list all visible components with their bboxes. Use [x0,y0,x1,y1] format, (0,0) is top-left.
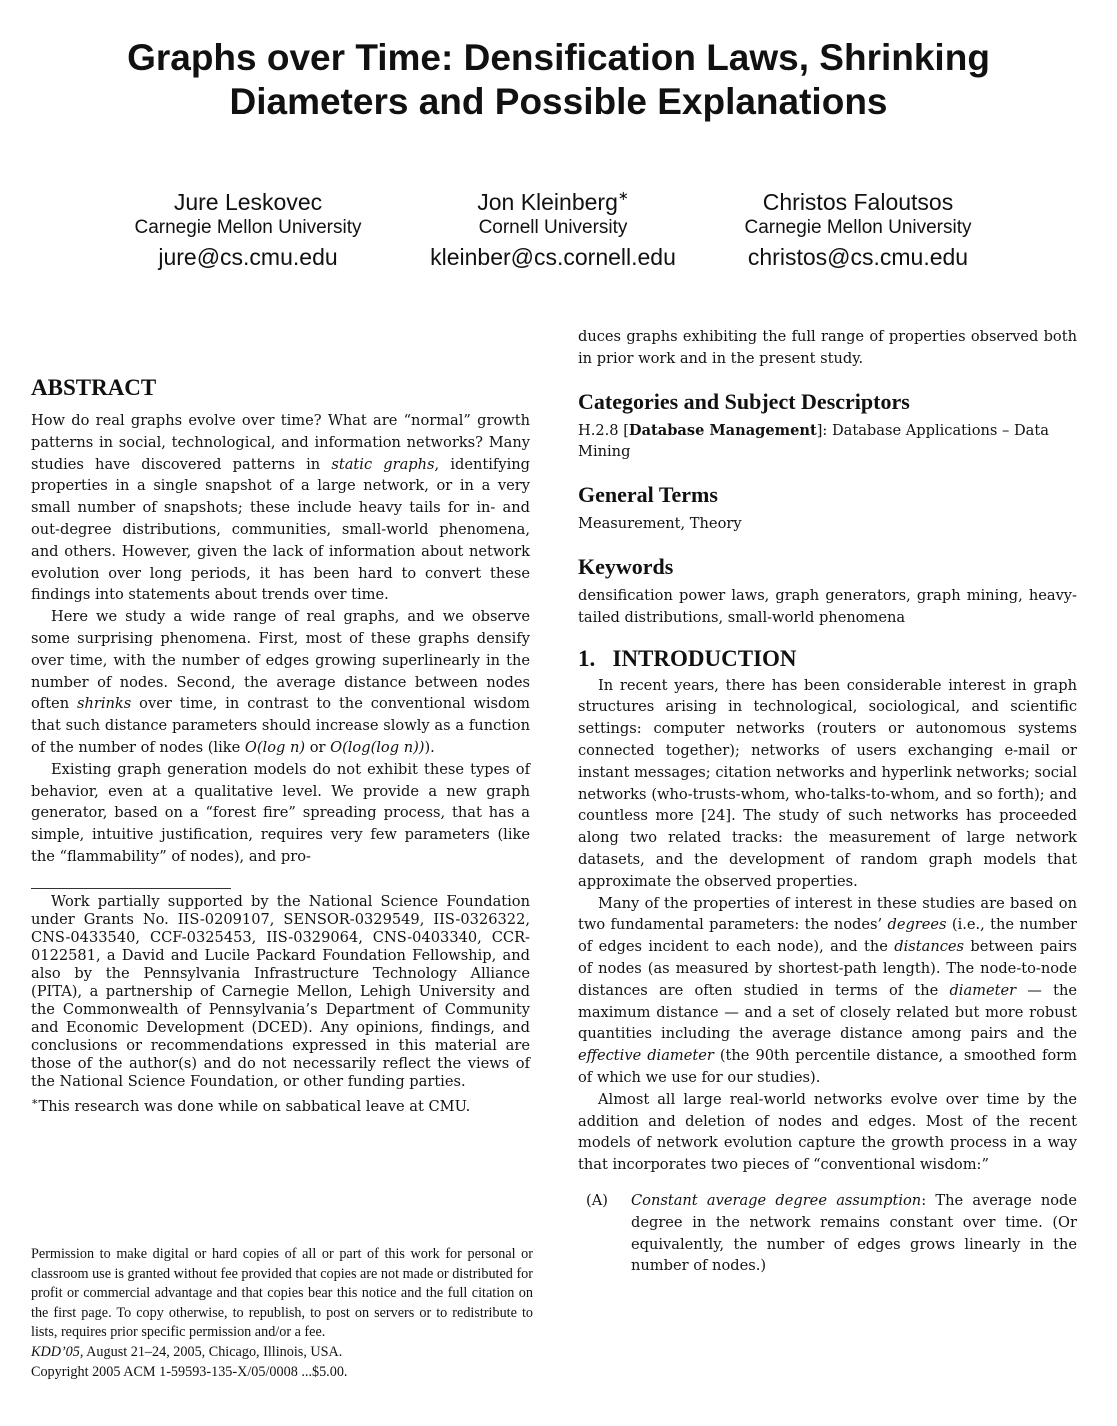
text-run: H.2.8 [ [578,421,629,439]
bold-term: Database Management [628,421,817,439]
venue-line [31,1343,533,1363]
author-email: jure@cs.cmu.edu [158,244,338,270]
text-run: Many of the properties of interest in these studies are based on two fundamental parameters: the nodes’ [578,894,1077,934]
text-run: This research was done while on sabbatical leave at CMU. [38,1097,471,1115]
right-column [578,326,1077,1277]
emphasis: distances [894,938,965,956]
author-affiliation: Carnegie Mellon University [744,217,972,238]
general-terms-text: Measurement, Theory [578,515,742,533]
author-footnote-mark: ∗ [617,188,629,203]
abstract-heading: ABSTRACT [31,375,157,400]
keywords-text: densification power laws, graph generators, graph mining, heavy-tailed distributions, small-world phenomena [578,586,1077,626]
emphasis: shrinks [77,695,132,713]
abstract-paragraph-3: Existing graph generation models do not exhibit these types of behavior, even at a qualitative level. We provide a new graph generator, based on a “forest fire” spreading process, that has a simple, intuitive justification, requires very few parameters (like the “flammability” of nodes), and pro- [31,760,530,865]
categories-text [578,420,1077,464]
venue-details: August 21–24, 2005, Chicago, Illinois, USA. [83,1343,343,1360]
paper-title [60,36,1057,124]
title-line-2: Diameters and Possible Explanations [229,81,888,122]
footnote-mark: ∗ [31,1094,39,1108]
author-affiliation: Carnegie Mellon University [134,217,362,238]
general-terms-heading: General Terms [578,482,718,508]
abstract-continuation: duces graphs exhibiting the full range of properties observed both in prior work and in the present study. [578,328,1077,367]
text-run: , identifying properties in a single snapshot of a large network, or in a very small number of snapshots; these include heavy tails for in- and out-degree distributions, communities, small-world phenomena, and others. However, given the lack of information about network evolution over long periods, it has been hard to convert these findings into statements about trends over time. [31,455,530,604]
intro-paragraph-2 [578,893,1077,1089]
author-affiliation: Cornell University [478,217,628,238]
author-email: christos@cs.cmu.edu [747,244,969,270]
intro-paragraph-3: Almost all large real-world networks evolve over time by the addition and deletion of nodes and edges. Most of the recent models of network evolution capture the growth process in a way that incorporates two pieces of “conventional wisdom:” [578,1090,1077,1174]
text-run: or [305,738,331,756]
text-run: (i.e., the number of edges incident to each node), and the [578,916,1077,956]
title-line-1: Graphs over Time: Densification Laws, Shrinking [127,37,990,78]
assumption-item-a [578,1190,1077,1277]
introduction-heading: 1. INTRODUCTION [578,645,797,671]
emphasis: Constant average degree assumption [631,1191,922,1209]
text-run: ]: Database Applications – Data Mining [578,421,1049,461]
emphasis: degrees [887,916,947,934]
author-block-2 [393,188,713,273]
abstract-paragraph-1 [31,410,530,606]
text-run: ). [424,738,435,756]
spacer [31,868,530,888]
author-block-3 [698,188,1018,273]
permission-text: Permission to make digital or hard copies of all or part of this work for personal or classroom use is granted without fee provided that copies are not made or distributed for profit or commercial advantage and that copies bear this notice and the full citation on the first page. To copy otherwise, to republish, to post on servers or to redistribute to lists, requires prior specific permission and/or a fee. [31,1246,533,1341]
list-label: (A) [586,1191,608,1209]
copyright-line: Copyright 2005 ACM 1-59593-135-X/05/0008 ...$5.00. [31,1363,348,1380]
author-email: kleinber@cs.cornell.edu [430,244,676,270]
author-name: Christos Faloutsos [762,189,954,215]
abstract-paragraph-2 [31,606,530,759]
author-name-text: Jon Kleinberg [477,189,618,215]
footnote-rule [31,888,231,889]
math-expression: O(log n) [244,738,306,756]
text-run: between pairs of nodes (as measured by shortest-path length). The node-to-node distances are often studied in terms of the [578,938,1078,999]
author-block-1 [88,188,408,273]
text-run: (the 90th percentile distance, a smoothed form of which we use for our studies). [578,1047,1077,1086]
categories-heading: Categories and Subject Descriptors [578,388,910,414]
text-run: over time, in contrast to the conventional wisdom that such distance parameters should increase slowly as a function of the number of nodes (like [31,695,530,756]
list-body [631,1190,1077,1277]
keywords-heading: Keywords [578,553,674,579]
text-run: How do real graphs evolve over time? What are “normal” growth patterns in social, technological, and information networks? Many studies have discovered patterns in [31,412,530,473]
intro-paragraph-1: In recent years, there has been considerable interest in graph structures arising in technological, sociological, and scientific settings: computer networks (routers or autonomous systems connected together); networks of users exchanging e-mail or instant messages; citation networks and hyperlink networks; social networks (who-trusts-whom, who-talks-to-whom, and so forth); and countless more [24]. The study of such networks has proceeded along two related tracks: the measurement of large network datasets, and the development of random graph models that approximate the observed properties. [578,676,1077,890]
text-run: Here we study a wide range of real graphs, and we observe some surprising phenomena. First, most of these graphs densify over time, with the number of edges growing superlinearly in the number of nodes. Second, the average distance between nodes often [31,608,530,713]
author-name [393,188,713,216]
emphasis: effective diameter [578,1047,714,1065]
emphasis: diameter [949,981,1017,999]
footnote-sabbatical [31,1093,530,1116]
text-run: : The average node degree in the network remains constant over time. (Or equivalently, the number of edges grows linearly in the number of nodes.) [631,1191,1077,1275]
permission-block [31,1245,533,1382]
venue-name: KDD’05, [31,1343,84,1360]
author-name: Jure Leskovec [173,189,323,215]
math-expression: O(log(log n)) [330,738,425,756]
emphasis: static graphs [331,455,435,473]
left-column [31,370,530,1116]
text-run: — the maximum distance — and a set of closely related but more robust quantities including the average distance among pairs and the [578,981,1077,1043]
footnote-grant: Work partially supported by the National Science Foundation under Grants No. IIS-0209107, SENSOR-0329549, IIS-0326322, CNS-0433540, CCF-0325453, IIS-0329064, CNS-0403340, CCR-0122581, a David and Lucile Packard Foundation Fellowship, and also by the Pennsylvania Infrastructure Technology Alliance (PITA), a partnership of Carnegie Mellon, Lehigh University and the Commonwealth of Pennsylvania’s Department of Community and Economic Development (DCED). Any opinions, findings, and conclusions or recommendations expressed in this material are those of the author(s) and do not necessarily reflect the views of the National Science Foundation, or other funding parties. [31,892,530,1090]
